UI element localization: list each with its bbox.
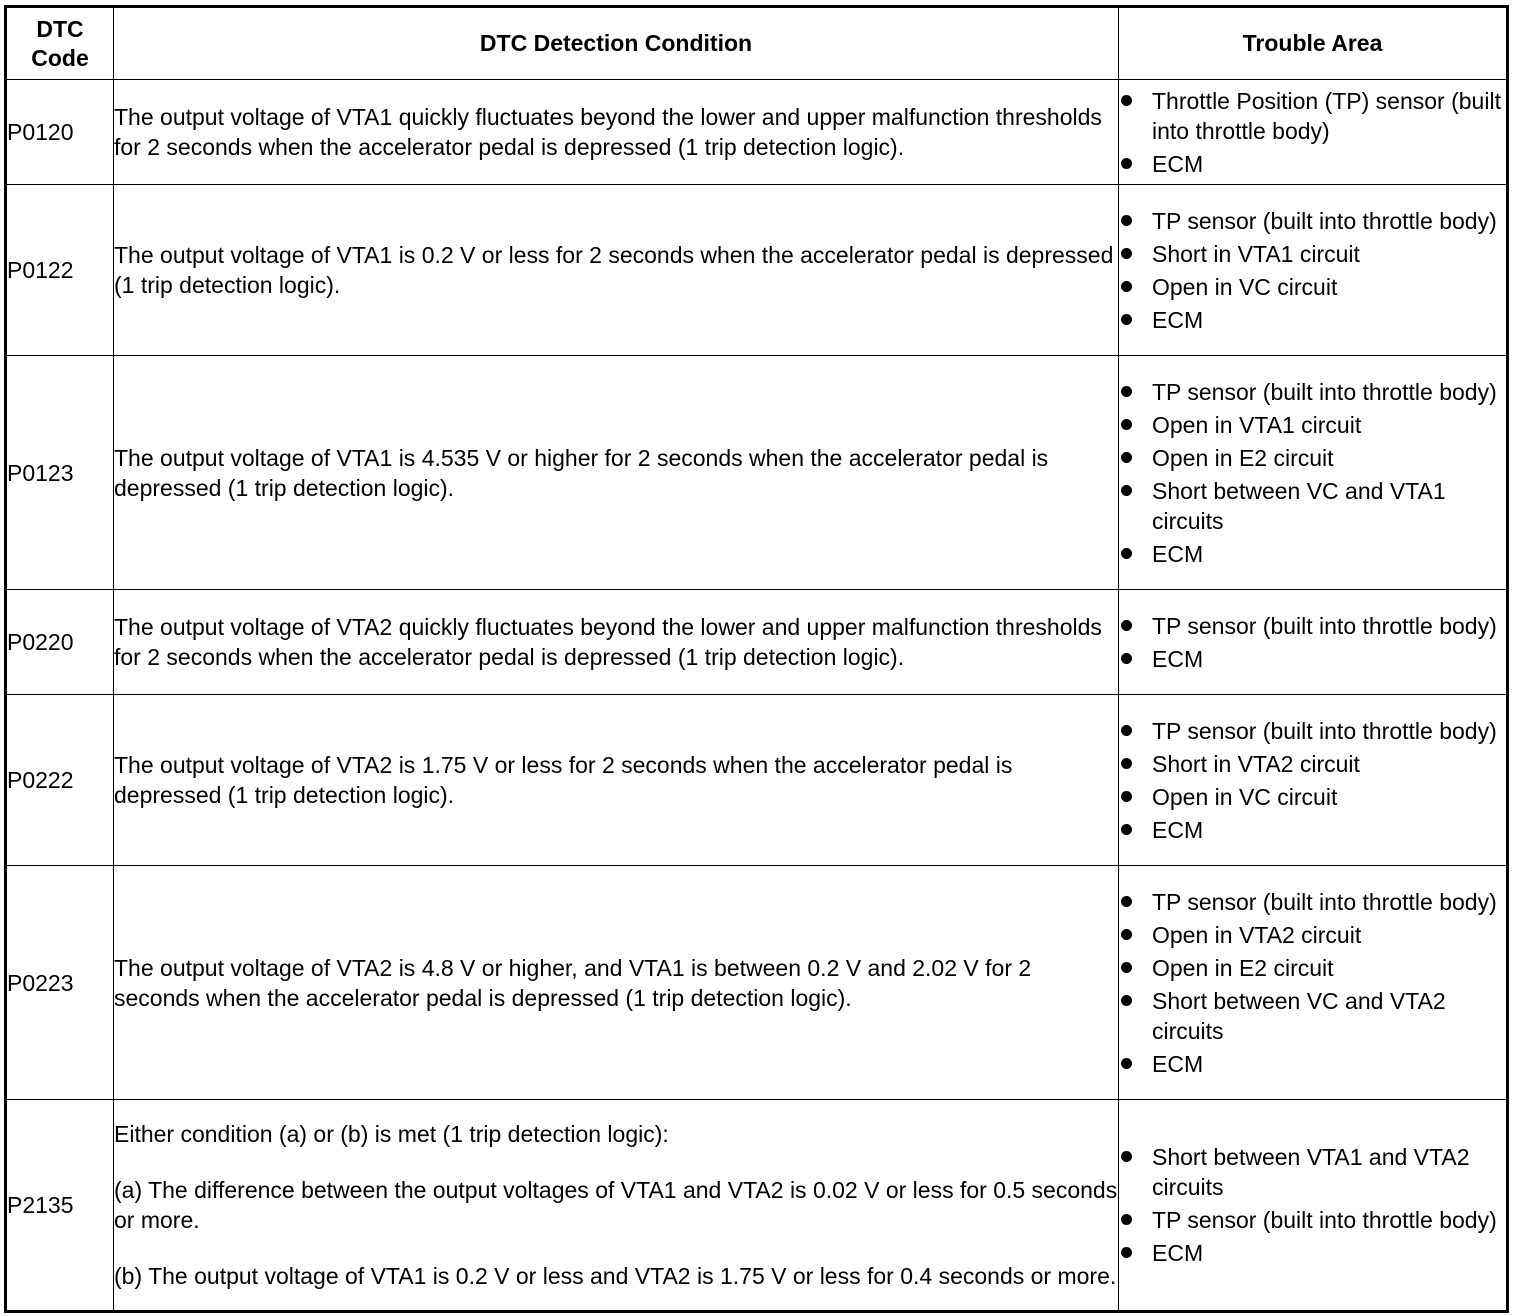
table-row xyxy=(6,1100,1508,1312)
condition-text: The output voltage of VTA2 is 4.8 V or higher, and VTA1 is between 0.2 V and 2.02 V for 2 seconds when the accelerator pedal is depressed (1 trip detection logic). xyxy=(114,954,1032,1011)
list-item xyxy=(1119,815,1506,845)
trouble-area-text: Short in VTA1 circuit xyxy=(1152,240,1360,267)
condition-text: The output voltage of VTA2 is 1.75 V or less for 2 seconds when the accelerator pedal is depressed (1 trip detection logic). xyxy=(114,752,1013,808)
bullet-icon xyxy=(1121,929,1132,940)
bullet-icon xyxy=(1121,995,1132,1006)
list-item xyxy=(1119,644,1506,674)
list-item xyxy=(1119,1049,1506,1079)
trouble-area-list xyxy=(1119,86,1506,179)
trouble-area-text: Open in VTA1 circuit xyxy=(1152,411,1362,438)
trouble-area-cell xyxy=(1119,695,1508,866)
dtc-code-cell: P0123 xyxy=(6,356,114,590)
table-row xyxy=(6,356,1508,590)
list-item xyxy=(1119,239,1506,269)
table-row xyxy=(6,866,1508,1100)
header-dtc-code-line2: Code xyxy=(31,44,89,71)
condition-text: Either condition (a) or (b) is met (1 trip detection logic): xyxy=(114,1121,669,1147)
bullet-icon xyxy=(1121,1247,1132,1258)
table-header-row xyxy=(6,7,1508,80)
condition-text: The output voltage of VTA2 quickly fluctuates beyond the lower and upper malfunction thresholds for 2 seconds when the accelerator pedal is depressed (1 trip detection logic). xyxy=(114,614,1102,670)
dtc-code-cell: P2135 xyxy=(6,1100,114,1312)
trouble-area-text: Open in VC circuit xyxy=(1152,783,1338,810)
trouble-area-list xyxy=(1119,887,1506,1079)
list-item xyxy=(1119,716,1506,746)
table-row xyxy=(6,695,1508,866)
list-item xyxy=(1119,305,1506,335)
trouble-area-text: Short between VTA1 and VTA2 circuits xyxy=(1152,1144,1470,1200)
list-item xyxy=(1119,1142,1506,1202)
list-item xyxy=(1119,206,1506,236)
trouble-area-cell xyxy=(1119,185,1508,356)
detection-condition-cell xyxy=(114,356,1119,590)
bullet-icon xyxy=(1121,248,1132,259)
bullet-icon xyxy=(1121,791,1132,802)
trouble-area-text: TP sensor (built into throttle body) xyxy=(1152,717,1497,744)
trouble-area-text: ECM xyxy=(1152,1050,1204,1077)
trouble-area-list xyxy=(1119,611,1506,674)
bullet-icon xyxy=(1121,824,1132,835)
detection-condition-cell xyxy=(114,590,1119,695)
bullet-icon xyxy=(1121,485,1132,496)
trouble-area-list xyxy=(1119,1142,1506,1268)
trouble-area-text: Open in E2 circuit xyxy=(1152,444,1334,471)
dtc-code-cell: P0220 xyxy=(6,590,114,695)
list-item xyxy=(1119,539,1506,569)
list-item xyxy=(1119,443,1506,473)
trouble-area-cell xyxy=(1119,866,1508,1100)
trouble-area-text: Throttle Position (TP) sensor (built into throttle body) xyxy=(1152,87,1501,144)
trouble-area-list xyxy=(1119,377,1506,569)
condition-text: (a) The difference between the output voltages of VTA1 and VTA2 is 0.02 V or less for 0.5 seconds or more. xyxy=(114,1177,1118,1233)
bullet-icon xyxy=(1121,314,1132,325)
dtc-code-cell: P0122 xyxy=(6,185,114,356)
bullet-icon xyxy=(1121,452,1132,463)
bullet-icon xyxy=(1121,386,1132,397)
condition-text: The output voltage of VTA1 quickly fluctuates beyond the lower and upper malfunction thresholds for 2 seconds when the accelerator pedal is depressed (1 trip detection logic). xyxy=(114,104,1102,160)
table-row xyxy=(6,590,1508,695)
trouble-area-text: Short between VC and VTA2 circuits xyxy=(1152,987,1446,1044)
bullet-icon xyxy=(1121,725,1132,736)
bullet-icon xyxy=(1121,1214,1132,1225)
bullet-icon xyxy=(1121,548,1132,559)
header-trouble-area: Trouble Area xyxy=(1119,7,1508,80)
trouble-area-list xyxy=(1119,206,1506,335)
trouble-area-text: ECM xyxy=(1152,540,1204,567)
trouble-area-text: Open in VC circuit xyxy=(1152,273,1338,300)
bullet-icon xyxy=(1121,896,1132,907)
detection-condition-cell xyxy=(114,866,1119,1100)
list-item xyxy=(1119,986,1506,1046)
trouble-area-text: ECM xyxy=(1152,306,1204,333)
header-detection-condition: DTC Detection Condition xyxy=(114,7,1119,80)
dtc-code-cell: P0120 xyxy=(6,80,114,185)
trouble-area-cell xyxy=(1119,80,1508,185)
trouble-area-text: TP sensor (built into throttle body) xyxy=(1152,612,1497,639)
condition-text: (b) The output voltage of VTA1 is 0.2 V or less and VTA2 is 1.75 V or less for 0.4 seconds or more. xyxy=(114,1263,1117,1289)
list-item xyxy=(1119,782,1506,812)
trouble-area-text: Open in E2 circuit xyxy=(1152,954,1334,981)
bullet-icon xyxy=(1121,1058,1132,1069)
trouble-area-text: Short between VC and VTA1 circuits xyxy=(1152,477,1446,534)
bullet-icon xyxy=(1121,215,1132,226)
table-row xyxy=(6,80,1508,185)
list-item xyxy=(1119,377,1506,407)
bullet-icon xyxy=(1121,758,1132,769)
trouble-area-cell xyxy=(1119,356,1508,590)
condition-text: The output voltage of VTA1 is 4.535 V or higher for 2 seconds when the accelerator pedal is depressed (1 trip detection logic). xyxy=(114,444,1049,501)
header-dtc-code xyxy=(6,7,114,80)
trouble-area-cell xyxy=(1119,1100,1508,1312)
trouble-area-cell xyxy=(1119,590,1508,695)
list-item xyxy=(1119,920,1506,950)
list-item xyxy=(1119,410,1506,440)
bullet-icon xyxy=(1121,1151,1132,1162)
bullet-icon xyxy=(1121,95,1132,106)
bullet-icon xyxy=(1121,653,1132,664)
list-item xyxy=(1119,1238,1506,1268)
trouble-area-text: Short in VTA2 circuit xyxy=(1152,750,1360,777)
dtc-table xyxy=(4,5,1509,1313)
trouble-area-text: TP sensor (built into throttle body) xyxy=(1152,888,1497,915)
dtc-code-cell: P0223 xyxy=(6,866,114,1100)
bullet-icon xyxy=(1121,962,1132,973)
table-row xyxy=(6,185,1508,356)
trouble-area-text: TP sensor (built into throttle body) xyxy=(1152,1207,1497,1233)
bullet-icon xyxy=(1121,158,1132,169)
bullet-icon xyxy=(1121,419,1132,430)
detection-condition-cell xyxy=(114,80,1119,185)
list-item xyxy=(1119,272,1506,302)
trouble-area-list xyxy=(1119,716,1506,845)
trouble-area-text: ECM xyxy=(1152,816,1204,843)
header-dtc-code-line1: DTC xyxy=(36,15,84,42)
list-item xyxy=(1119,476,1506,536)
list-item xyxy=(1119,149,1506,179)
trouble-area-text: TP sensor (built into throttle body) xyxy=(1152,207,1497,234)
bullet-icon xyxy=(1121,620,1132,631)
list-item xyxy=(1119,1205,1506,1235)
list-item xyxy=(1119,953,1506,983)
condition-text: The output voltage of VTA1 is 0.2 V or less for 2 seconds when the accelerator pedal is depressed (1 trip detection logic). xyxy=(114,242,1114,298)
list-item xyxy=(1119,611,1506,641)
trouble-area-text: ECM xyxy=(1152,645,1204,672)
list-item xyxy=(1119,749,1506,779)
bullet-icon xyxy=(1121,281,1132,292)
trouble-area-text: ECM xyxy=(1152,150,1204,177)
list-item xyxy=(1119,887,1506,917)
detection-condition-cell xyxy=(114,1100,1119,1312)
trouble-area-text: ECM xyxy=(1152,1240,1204,1266)
detection-condition-cell xyxy=(114,185,1119,356)
trouble-area-text: TP sensor (built into throttle body) xyxy=(1152,378,1497,405)
detection-condition-cell xyxy=(114,695,1119,866)
list-item xyxy=(1119,86,1506,146)
dtc-code-cell: P0222 xyxy=(6,695,114,866)
trouble-area-text: Open in VTA2 circuit xyxy=(1152,921,1362,948)
